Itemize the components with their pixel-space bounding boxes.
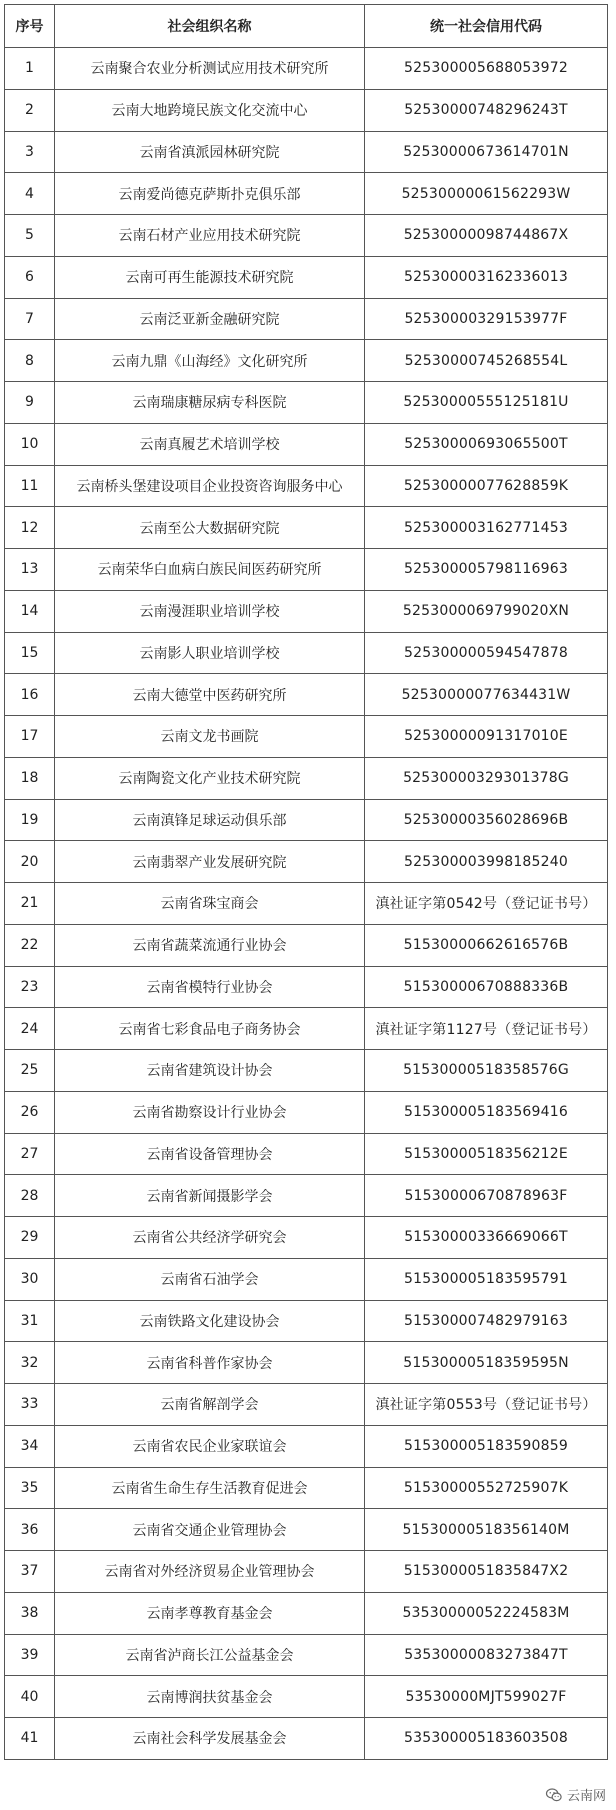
org-name: 云南泛亚新金融研究院: [55, 298, 365, 340]
table-row: [5, 382, 608, 424]
table-row: [5, 799, 608, 841]
row-index: 16: [5, 674, 55, 716]
row-index: 39: [5, 1634, 55, 1676]
credit-code: 51530000552725907K: [365, 1467, 608, 1509]
row-index: 15: [5, 632, 55, 674]
row-index: 31: [5, 1300, 55, 1342]
header-org-name: 社会组织名称: [55, 5, 365, 48]
table-row: [5, 1091, 608, 1133]
credit-code: 52530000745268554L: [365, 340, 608, 382]
org-name: 云南漫涯职业培训学校: [55, 590, 365, 632]
row-index: 23: [5, 966, 55, 1008]
row-index: 24: [5, 1008, 55, 1050]
row-index: 32: [5, 1342, 55, 1384]
row-index: 40: [5, 1676, 55, 1718]
org-name: 云南翡翠产业发展研究院: [55, 841, 365, 883]
table-row: [5, 1718, 608, 1760]
row-index: 34: [5, 1425, 55, 1467]
table-row: [5, 841, 608, 883]
credit-code: 52530000077634431W: [365, 674, 608, 716]
org-name: 云南滇锋足球运动俱乐部: [55, 799, 365, 841]
table-row: [5, 1634, 608, 1676]
table-header-row: [5, 5, 608, 48]
org-name: 云南省蔬菜流通行业协会: [55, 924, 365, 966]
table-row: [5, 757, 608, 799]
org-name: 云南孝尊教育基金会: [55, 1592, 365, 1634]
credit-code: 515300005183590859: [365, 1425, 608, 1467]
org-name: 云南省泸商长江公益基金会: [55, 1634, 365, 1676]
org-name: 云南铁路文化建设协会: [55, 1300, 365, 1342]
credit-code: 52530000091317010E: [365, 716, 608, 758]
wechat-icon: [545, 1786, 563, 1804]
row-index: 35: [5, 1467, 55, 1509]
row-index: 30: [5, 1258, 55, 1300]
row-index: 27: [5, 1133, 55, 1175]
org-name: 云南瑞康糖尿病专科医院: [55, 382, 365, 424]
org-name: 云南省公共经济学研究会: [55, 1217, 365, 1259]
credit-code: 51530000518358576G: [365, 1050, 608, 1092]
table-row: [5, 1008, 608, 1050]
table-row: [5, 1425, 608, 1467]
credit-code: 51530000336669066T: [365, 1217, 608, 1259]
org-name: 云南至公大数据研究院: [55, 507, 365, 549]
credit-code: 滇社证字第1127号（登记证书号）: [365, 1008, 608, 1050]
row-index: 14: [5, 590, 55, 632]
org-name: 云南省对外经济贸易企业管理协会: [55, 1551, 365, 1593]
credit-code: 52530000061562293W: [365, 173, 608, 215]
table-row: [5, 549, 608, 591]
org-name: 云南真履艺术培训学校: [55, 423, 365, 465]
org-name: 云南省交通企业管理协会: [55, 1509, 365, 1551]
table-row: [5, 1467, 608, 1509]
credit-code: 515300007482979163: [365, 1300, 608, 1342]
credit-code: 52530000077628859K: [365, 465, 608, 507]
org-name: 云南聚合农业分析测试应用技术研究所: [55, 48, 365, 90]
credit-code: 53530000083273847T: [365, 1634, 608, 1676]
credit-code: 滇社证字第0553号（登记证书号）: [365, 1384, 608, 1426]
row-index: 19: [5, 799, 55, 841]
row-index: 4: [5, 173, 55, 215]
credit-code: 53530000MJT599027F: [365, 1676, 608, 1718]
org-name: 云南省模特行业协会: [55, 966, 365, 1008]
table-row: [5, 1384, 608, 1426]
org-name: 云南省建筑设计协会: [55, 1050, 365, 1092]
org-name: 云南九鼎《山海经》文化研究所: [55, 340, 365, 382]
table-row: [5, 1676, 608, 1718]
credit-code: 525300003162771453: [365, 507, 608, 549]
table-row: [5, 256, 608, 298]
table-row: [5, 340, 608, 382]
credit-code: 51530000518359595N: [365, 1342, 608, 1384]
table-row: [5, 1551, 608, 1593]
org-name: 云南省解剖学会: [55, 1384, 365, 1426]
credit-code: 525300003998185240: [365, 841, 608, 883]
org-name: 云南爱尚德克萨斯扑克俱乐部: [55, 173, 365, 215]
credit-code: 52530000329301378G: [365, 757, 608, 799]
credit-code: 52530000555125181U: [365, 382, 608, 424]
table-row: [5, 966, 608, 1008]
table-row: [5, 1342, 608, 1384]
org-name: 云南陶瓷文化产业技术研究院: [55, 757, 365, 799]
org-name: 云南省农民企业家联谊会: [55, 1425, 365, 1467]
org-name: 云南省七彩食品电子商务协会: [55, 1008, 365, 1050]
credit-code: 52530000693065500T: [365, 423, 608, 465]
row-index: 18: [5, 757, 55, 799]
table-row: [5, 674, 608, 716]
table-row: [5, 1509, 608, 1551]
header-index: 序号: [5, 5, 55, 48]
credit-code: 51530000662616576B: [365, 924, 608, 966]
watermark-text: 云南网: [566, 1789, 606, 1804]
row-index: 3: [5, 131, 55, 173]
row-index: 28: [5, 1175, 55, 1217]
table-row: [5, 1217, 608, 1259]
table-row: [5, 423, 608, 465]
row-index: 8: [5, 340, 55, 382]
credit-code: 52530000329153977F: [365, 298, 608, 340]
org-name: 云南影人职业培训学校: [55, 632, 365, 674]
table-row: [5, 298, 608, 340]
table-row: [5, 1133, 608, 1175]
row-index: 5: [5, 215, 55, 257]
table-row: [5, 507, 608, 549]
org-name: 云南社会科学发展基金会: [55, 1718, 365, 1760]
org-name: 云南可再生能源技术研究院: [55, 256, 365, 298]
org-name: 云南桥头堡建设项目企业投资咨询服务中心: [55, 465, 365, 507]
table-row: [5, 173, 608, 215]
table-row: [5, 89, 608, 131]
table-row: [5, 924, 608, 966]
header-credit-code: 统一社会信用代码: [365, 5, 608, 48]
table-row: [5, 883, 608, 925]
org-name: 云南省石油学会: [55, 1258, 365, 1300]
credit-code: 51530000518356140M: [365, 1509, 608, 1551]
credit-code: 滇社证字第0542号（登记证书号）: [365, 883, 608, 925]
row-index: 7: [5, 298, 55, 340]
table-row: [5, 1050, 608, 1092]
credit-code: 515300005183595791: [365, 1258, 608, 1300]
credit-code: 52530000673614701N: [365, 131, 608, 173]
credit-code: 535300005183603508: [365, 1718, 608, 1760]
org-name: 云南省滇派园林研究院: [55, 131, 365, 173]
org-name: 云南荣华白血病白族民间医药研究所: [55, 549, 365, 591]
table-row: [5, 1175, 608, 1217]
row-index: 10: [5, 423, 55, 465]
org-name: 云南省生命生存生活教育促进会: [55, 1467, 365, 1509]
row-index: 33: [5, 1384, 55, 1426]
credit-code: 52530000356028696B: [365, 799, 608, 841]
row-index: 36: [5, 1509, 55, 1551]
credit-code: 52530000568805397​2: [365, 48, 608, 90]
row-index: 12: [5, 507, 55, 549]
row-index: 20: [5, 841, 55, 883]
row-index: 26: [5, 1091, 55, 1133]
row-index: 13: [5, 549, 55, 591]
row-index: 9: [5, 382, 55, 424]
table-row: [5, 1592, 608, 1634]
org-name: 云南大德堂中医药研究所: [55, 674, 365, 716]
org-name: 云南省设备管理协会: [55, 1133, 365, 1175]
row-index: 21: [5, 883, 55, 925]
row-index: 6: [5, 256, 55, 298]
table-row: [5, 1258, 608, 1300]
row-index: 22: [5, 924, 55, 966]
org-name: 云南省新闻摄影学会: [55, 1175, 365, 1217]
watermark: [545, 1785, 606, 1804]
row-index: 11: [5, 465, 55, 507]
org-name: 云南博润扶贫基金会: [55, 1676, 365, 1718]
credit-code: 515300005183569416: [365, 1091, 608, 1133]
row-index: 38: [5, 1592, 55, 1634]
organization-table: [4, 4, 608, 1760]
row-index: 17: [5, 716, 55, 758]
credit-code: 51530000670888336B: [365, 966, 608, 1008]
table-row: [5, 465, 608, 507]
credit-code: 525300007482962​43T: [365, 89, 608, 131]
row-index: 37: [5, 1551, 55, 1593]
credit-code: 525300000594547878: [365, 632, 608, 674]
org-name: 云南省珠宝商会: [55, 883, 365, 925]
table-row: [5, 48, 608, 90]
table-row: [5, 215, 608, 257]
table-row: [5, 590, 608, 632]
credit-code: 525300005798116963: [365, 549, 608, 591]
table-row: [5, 131, 608, 173]
org-name: 云南石材产业应用技术研究院: [55, 215, 365, 257]
credit-code: 5253000069799020XN: [365, 590, 608, 632]
row-index: 25: [5, 1050, 55, 1092]
row-index: 1: [5, 48, 55, 90]
credit-code: 51530000518356212E: [365, 1133, 608, 1175]
row-index: 41: [5, 1718, 55, 1760]
row-index: 29: [5, 1217, 55, 1259]
org-name: 云南省勘察设计行业协会: [55, 1091, 365, 1133]
credit-code: 525300003162336013: [365, 256, 608, 298]
org-name: 云南大地跨境民族文化交流中心: [55, 89, 365, 131]
credit-code: 52530000098744867X: [365, 215, 608, 257]
credit-code: 53530000052224583M: [365, 1592, 608, 1634]
table-row: [5, 1300, 608, 1342]
credit-code: 51530000518358​47X2: [365, 1551, 608, 1593]
credit-code: 51530000670878963F: [365, 1175, 608, 1217]
org-name: 云南文龙书画院: [55, 716, 365, 758]
row-index: 2: [5, 89, 55, 131]
table-row: [5, 716, 608, 758]
table-row: [5, 632, 608, 674]
org-name: 云南省科普作家协会: [55, 1342, 365, 1384]
